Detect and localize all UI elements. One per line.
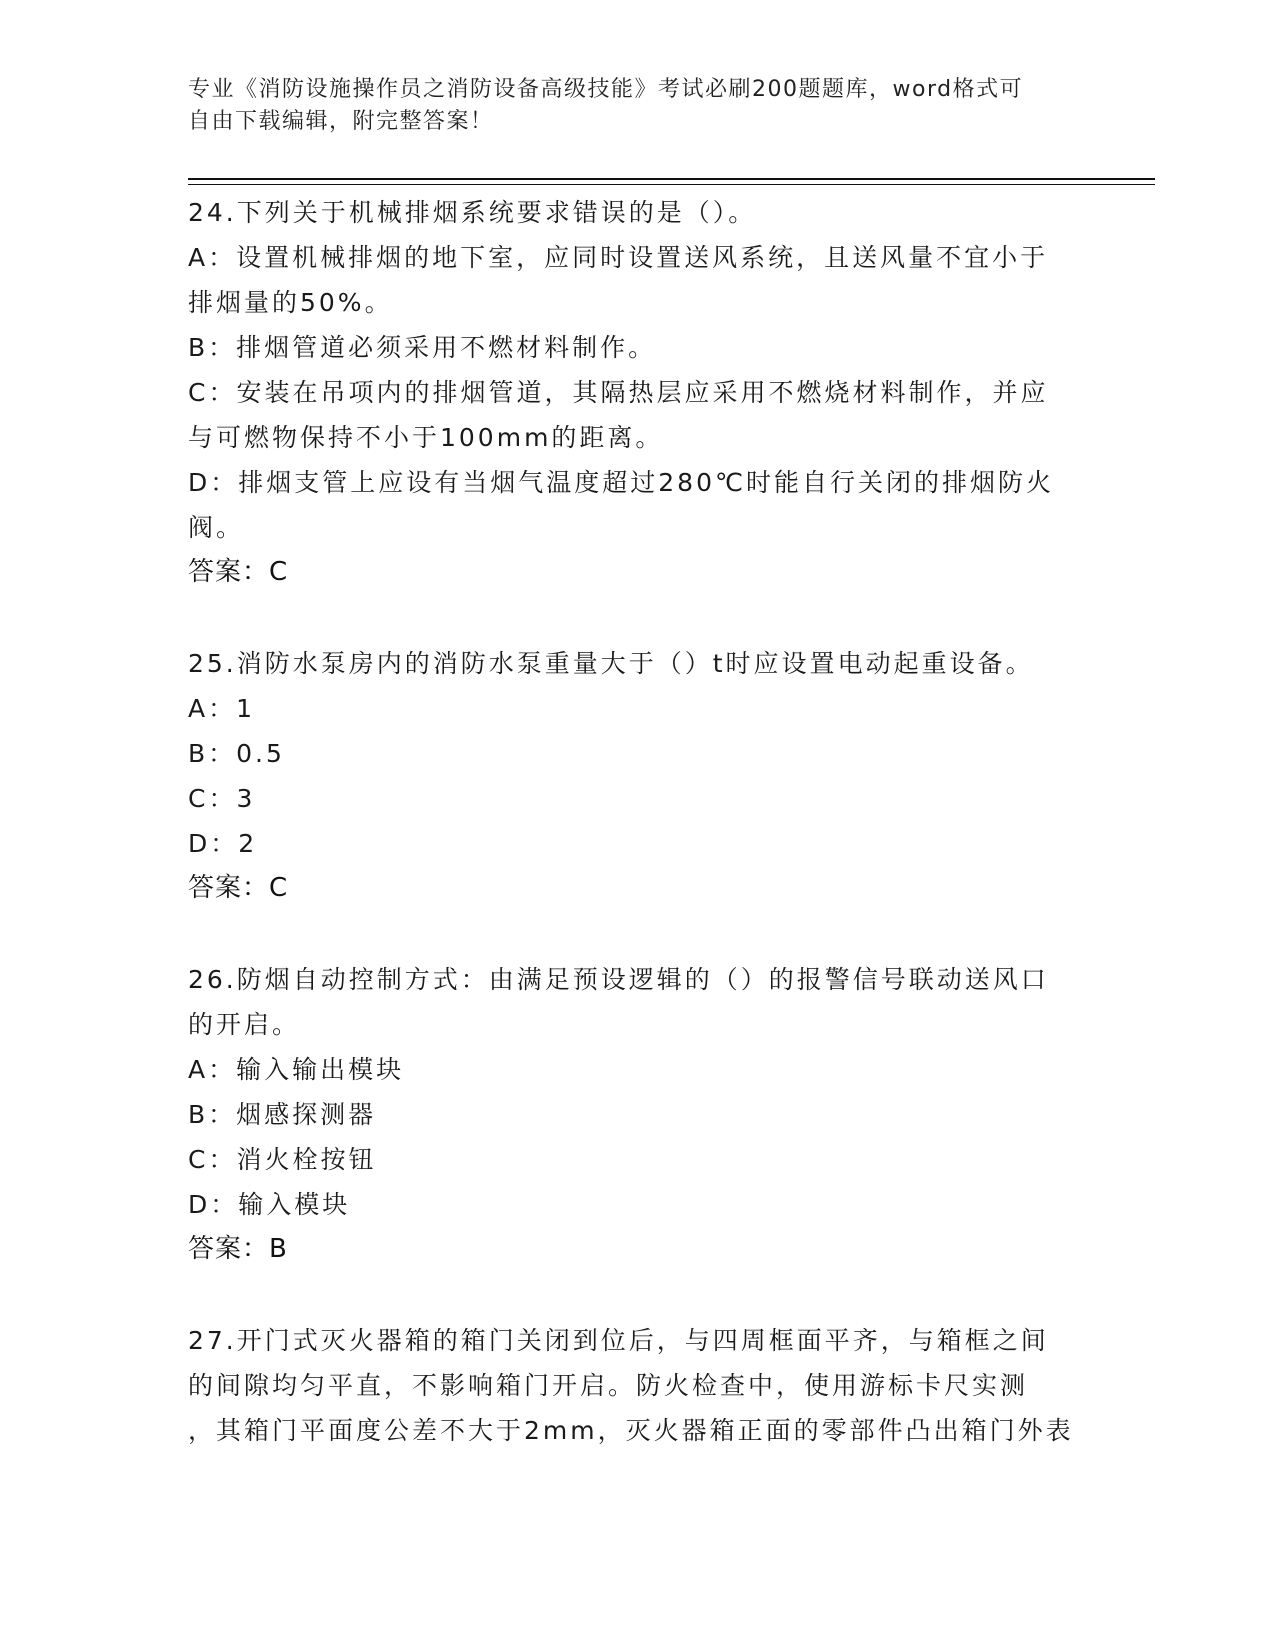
option-d: D：输入模块 (188, 1190, 351, 1219)
option-d: D：2 (188, 829, 258, 858)
option-a: A：1 (188, 694, 256, 723)
option-b: B：烟感探测器 (188, 1100, 377, 1129)
document-header (188, 74, 1068, 138)
option-c: C：3 (188, 784, 256, 813)
question-text: 26.防烟自动控制方式：由满足预设逻辑的（）的报警信号联动送风口 (188, 965, 1049, 994)
question-27 (188, 1318, 1083, 1453)
option-c: C：消火栓按钮 (188, 1145, 377, 1174)
question-25 (188, 641, 1083, 911)
header-line-2: 自由下载编辑，附完整答案！ (188, 109, 494, 134)
option-b: B：排烟管道必须采用不燃材料制作。 (188, 333, 657, 362)
question-text: 25.消防水泵房内的消防水泵重量大于（）t时应设置电动起重设备。 (188, 649, 1034, 678)
header-line-1: 专业《消防设施操作员之消防设备高级技能》考试必刷200题题库，word格式可 (188, 77, 1024, 102)
option-d-cont: 阀。 (188, 513, 245, 542)
answer: 答案：C (188, 873, 289, 903)
question-24 (188, 190, 1083, 595)
header-divider-thick (188, 178, 1155, 180)
option-b: B：0.5 (188, 739, 285, 768)
question-text: 24.下列关于机械排烟系统要求错误的是（）。 (188, 198, 757, 227)
question-text: 27.开门式灭火器箱的箱门关闭到位后，与四周框面平齐，与箱框之间 (188, 1326, 1049, 1355)
option-a-cont: 排烟量的50%。 (188, 288, 393, 317)
option-a: A：设置机械排烟的地下室，应同时设置送风系统，且送风量不宜小于 (188, 243, 1049, 272)
option-a: A：输入输出模块 (188, 1055, 405, 1084)
option-c: C：安装在吊项内的排烟管道，其隔热层应采用不燃烧材料制作，并应 (188, 378, 1049, 407)
question-text-cont: 的开启。 (188, 1010, 301, 1039)
header-divider-thin (188, 184, 1155, 185)
question-text-cont: 的间隙均匀平直，不影响箱门开启。防火检查中，使用游标卡尺实测 (188, 1371, 1029, 1400)
question-list (188, 190, 1083, 1453)
question-26 (188, 957, 1083, 1272)
question-text-cont: ，其箱门平面度公差不大于2mm，灭火器箱正面的零部件凸出箱门外表 (188, 1416, 1074, 1445)
option-c-cont: 与可燃物保持不小于100mm的距离。 (188, 423, 664, 452)
option-d: D：排烟支管上应设有当烟气温度超过280℃时能自行关闭的排烟防火 (188, 468, 1055, 497)
answer: 答案：B (188, 1234, 288, 1264)
answer: 答案：C (188, 557, 289, 587)
